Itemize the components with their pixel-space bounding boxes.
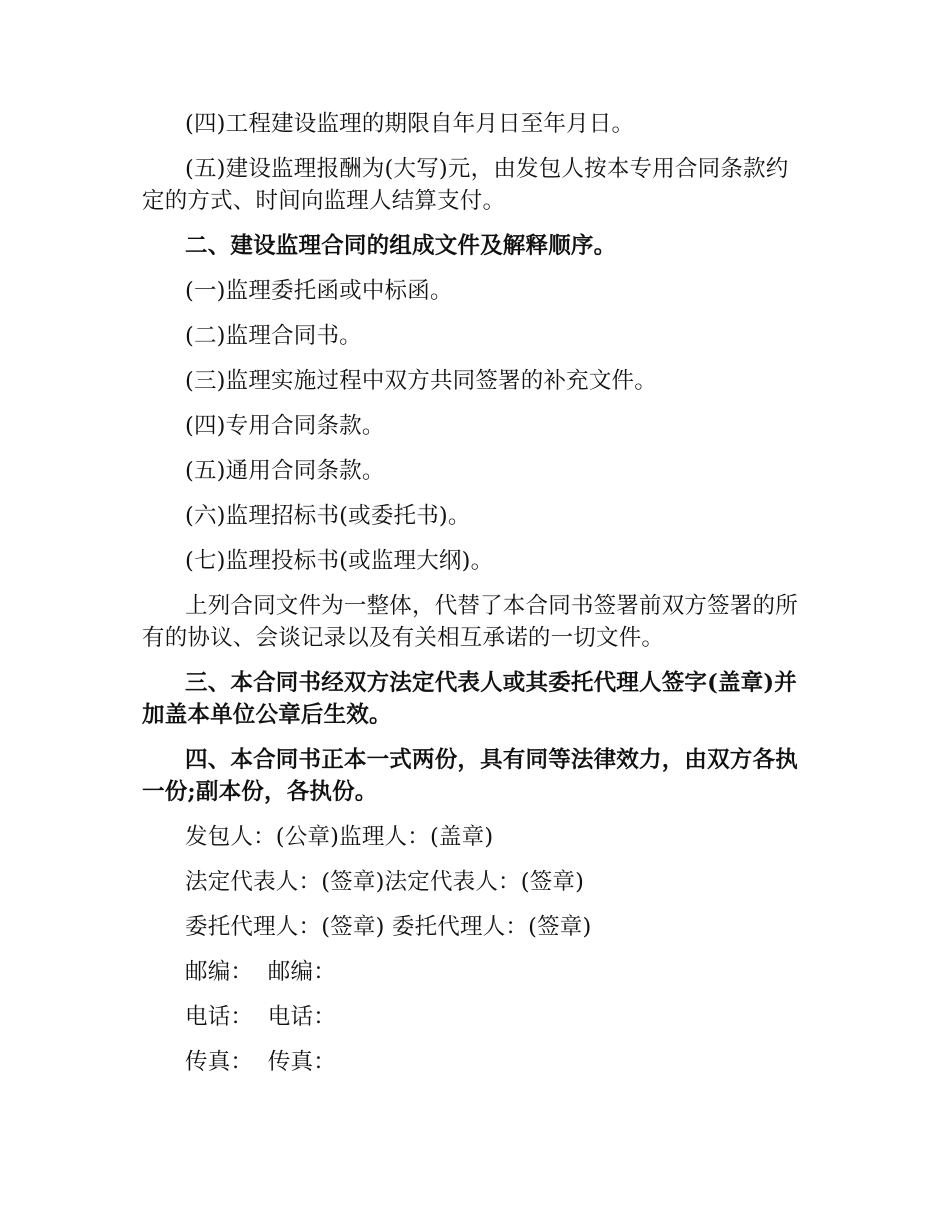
contact-line-phone: 电话： 电话： (185, 1004, 336, 1030)
signature-line-legal-rep: 法定代表人：(签章)法定代表人：(签章) (185, 869, 585, 895)
paragraph-remuneration: (五)建设监理报酬为(大写)元，由发包人按本专用合同条款约定的方式、时间向监理人结算支付。 (142, 156, 789, 214)
heading-section-four: 四、本合同书正本一式两份，具有同等法律效力，由双方各执一份;副本份，各执份。 (142, 747, 798, 805)
list-item-tender-doc: (六)监理招标书(或委托书)。 (185, 503, 471, 529)
list-item-supplement-docs: (三)监理实施过程中双方共同签署的补充文件。 (185, 368, 657, 394)
heading-section-three: 三、本合同书经双方法定代表人或其委托代理人签字(盖章)并加盖本单位公章后生效。 (142, 670, 797, 728)
document-body (142, 108, 810, 1091)
list-item-bid-doc: (七)监理投标书(或监理大纲)。 (185, 548, 494, 574)
list-item-contract-book: (二)监理合同书。 (185, 323, 362, 349)
contact-line-postcode: 邮编： 邮编： (185, 959, 336, 985)
paragraph-integrity-clause: 上列合同文件为一整体，代替了本合同书签署前双方签署的所有的协议、会谈记录以及有关相互承诺的一切文件。 (142, 593, 798, 651)
list-item-entrust-letter: (一)监理委托函或中标函。 (185, 278, 453, 304)
contact-line-fax: 传真： 传真： (185, 1049, 336, 1075)
signature-line-party: 发包人：(公章)监理人：(盖章) (185, 824, 494, 850)
signature-line-agent: 委托代理人：(签章) 委托代理人：(签章) (185, 914, 592, 940)
heading-section-two: 二、建设监理合同的组成文件及解释顺序。 (185, 233, 617, 259)
paragraph-term-period: (四)工程建设监理的期限自年月日至年月日。 (185, 111, 635, 137)
list-item-special-terms: (四)专用合同条款。 (185, 413, 385, 439)
list-item-general-terms: (五)通用合同条款。 (185, 458, 385, 484)
